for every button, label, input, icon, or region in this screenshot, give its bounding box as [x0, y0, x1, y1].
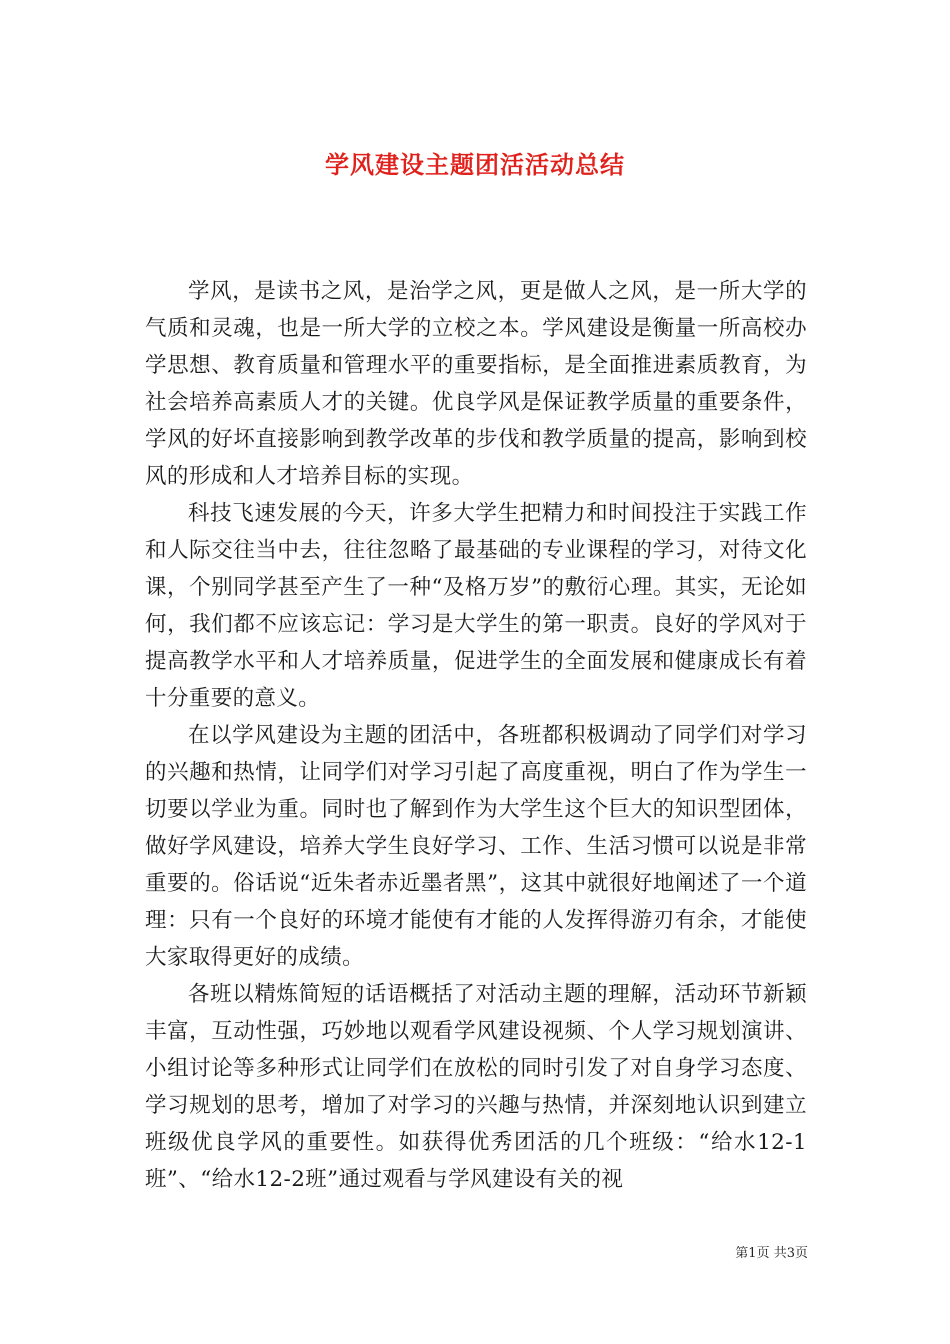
footer-total-pages: 3	[786, 1246, 795, 1261]
paragraph-4: 各班以精炼简短的话语概括了对活动主题的理解，活动环节新颖丰富，互动性强，巧妙地以观看学风建设视频、个人学习规划演讲、小组讨论等多种形式让同学们在放松的同时引发了对自身学习态度、学习规划的思考，增加了对学习的兴趣与热情，并深刻地认识到建立班级优良学风的重要性。如获得优秀团活的几个班级：“给水12-1班”、“给水12-2班”通过观看与学风建设有关的视	[145, 982, 807, 1192]
paragraph-1: 学风，是读书之风，是治学之风，更是做人之风，是一所大学的气质和灵魂，也是一所大学的立校之本。学风建设是衡量一所高校办学思想、教育质量和管理水平的重要指标，是全面推进素质教育，为社会培养高素质人才的关键。优良学风是保证教学质量的重要条件，学风的好坏直接影响到教学改革的步伐和教学质量的提高，影响到校风的形成和人才培养目标的实现。	[145, 279, 807, 489]
paragraph-3: 在以学风建设为主题的团活中，各班都积极调动了同学们对学习的兴趣和热情，让同学们对学习引起了高度重视，明白了作为学生一切要以学业为重。同时也了解到作为大学生这个巨大的知识型团体，做好学风建设，培养大学生良好学习、工作、生活习惯可以说是非常重要的。俗话说“近朱者赤近墨者黑”，这其中就很好地阐述了一个道理：只有一个良好的环境才能使有才能的人发挥得游刃有余，才能使大家取得更好的成绩。	[145, 723, 807, 970]
footer-prefix: 第	[735, 1246, 749, 1261]
paragraph-2: 科技飞速发展的今天，许多大学生把精力和时间投注于实践工作和人际交往当中去，往往忽略了最基础的专业课程的学习，对待文化课，个别同学甚至产生了一种“及格万岁”的敷衍心理。其实，无论如何，我们都不应该忘记：学习是大学生的第一职责。良好的学风对于提高教学水平和人才培养质量，促进学生的全面发展和健康成长有着十分重要的意义。	[145, 501, 807, 711]
footer-suffix: 页	[794, 1246, 808, 1261]
footer-middle: 页 共	[756, 1246, 787, 1261]
document-title: 学风建设主题团活活动总结	[325, 150, 625, 180]
footer-current-page: 1	[748, 1246, 757, 1261]
page-number-footer	[735, 1245, 808, 1263]
document-body	[145, 273, 807, 1198]
